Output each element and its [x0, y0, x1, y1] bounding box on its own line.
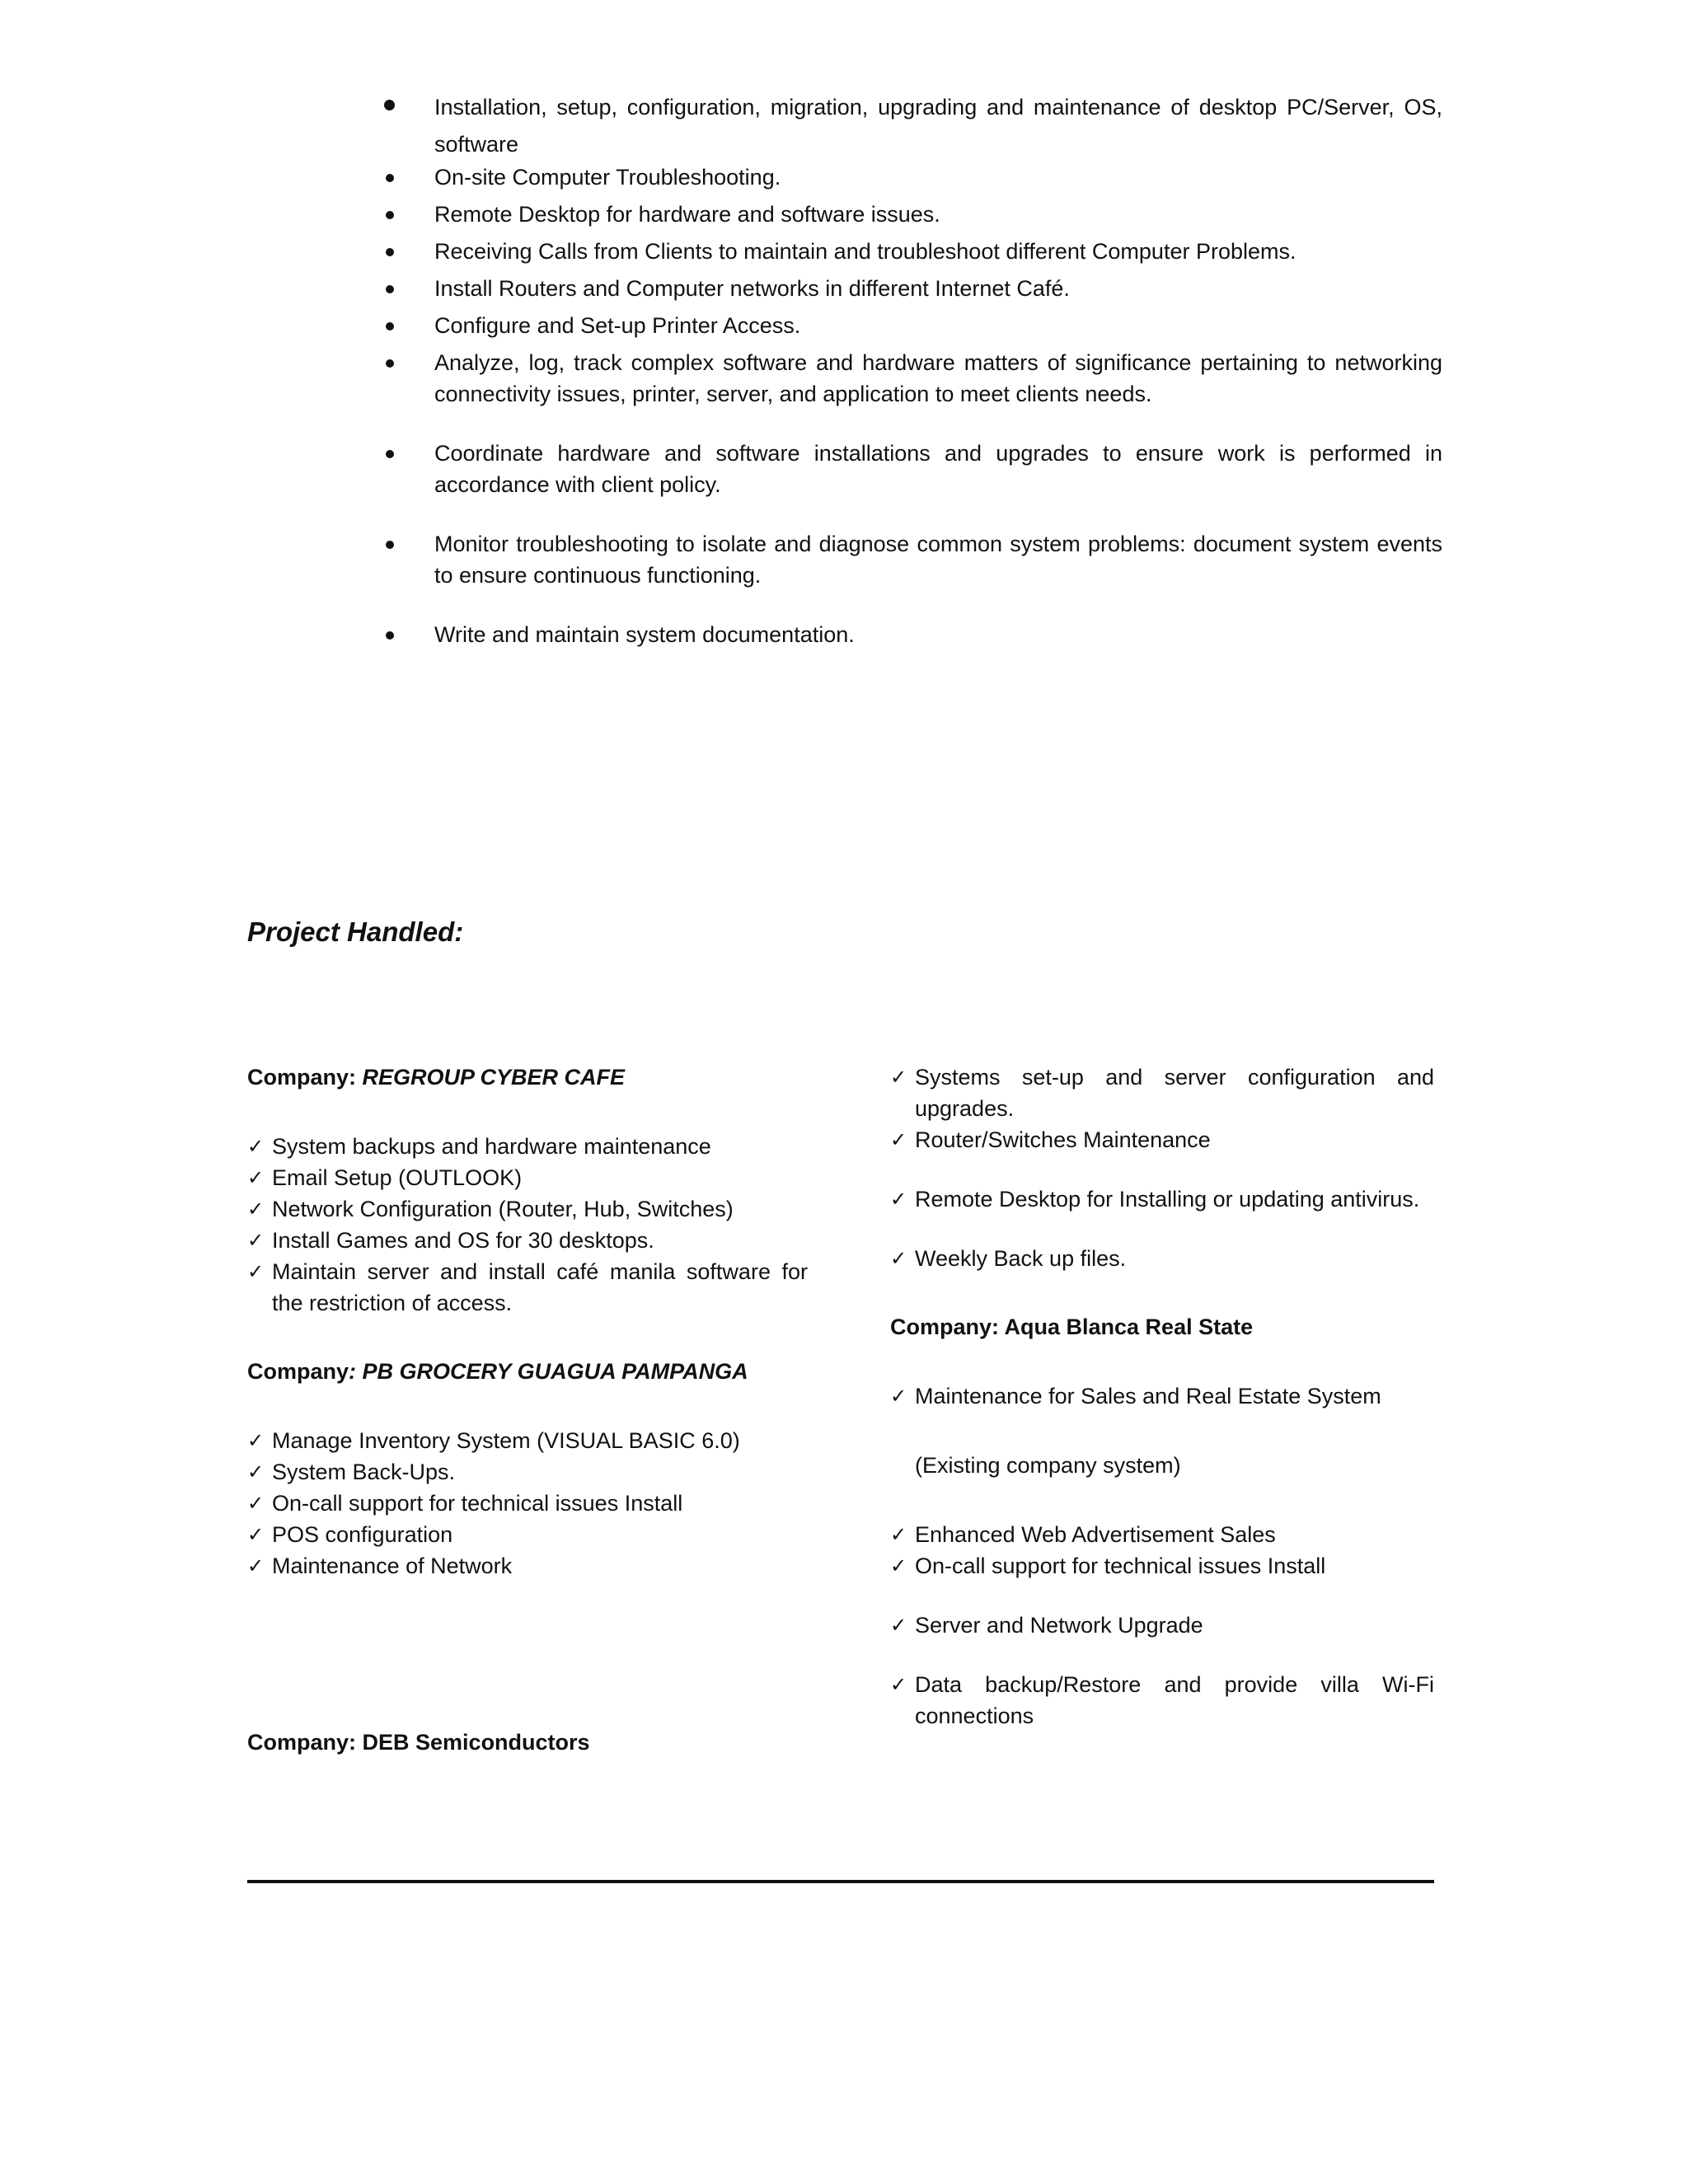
bullet-icon [386, 450, 394, 458]
company-heading: Company: PB GROCERY GUAGUA PAMPANGA [247, 1359, 748, 1384]
checkmark-icon: ✓ [890, 1385, 907, 1408]
duty-item: Monitor troubleshooting to isolate and diagnose common system problems: document system events to ensure continuous functioning. [375, 528, 1442, 591]
duty-item: Coordinate hardware and software installations and upgrades to ensure work is performed in accordance with client policy. [375, 438, 1442, 500]
task-item: ✓ Manage Inventory System (VISUAL BASIC 6.0) [247, 1425, 808, 1456]
checkmark-icon: ✓ [247, 1197, 265, 1221]
task-item: ✓ On-call support for technical issues Install [890, 1550, 1434, 1582]
checkmark-icon: ✓ [247, 1135, 265, 1158]
project-task-list [890, 1380, 1434, 1412]
task-item: ✓ Server and Network Upgrade [890, 1610, 1434, 1641]
duties-list [375, 89, 1442, 650]
duty-item: Installation, setup, configuration, migration, upgrading and maintenance of desktop PC/Server, OS, software [375, 89, 1442, 163]
checkmark-icon: ✓ [890, 1128, 907, 1151]
checkmark-icon: ✓ [890, 1673, 907, 1696]
duty-item: Remote Desktop for hardware and software issues. [375, 199, 1442, 230]
checkmark-icon: ✓ [247, 1492, 265, 1515]
bullet-icon [386, 322, 394, 330]
company-name: : PB GROCERY GUAGUA PAMPANGA [349, 1359, 748, 1384]
checkmark-icon: ✓ [890, 1066, 907, 1089]
bullet-icon [386, 174, 394, 182]
task-item: ✓ Network Configuration (Router, Hub, Switches) [247, 1193, 808, 1225]
duty-item: Receiving Calls from Clients to maintain and troubleshoot different Computer Problems. [375, 236, 1442, 267]
task-item: ✓ System Back-Ups. [247, 1456, 808, 1488]
projects-right-column [890, 1062, 1434, 1732]
checkmark-icon: ✓ [890, 1247, 907, 1270]
checkmark-icon: ✓ [247, 1166, 265, 1189]
task-item: ✓ POS configuration [247, 1519, 808, 1550]
bullet-icon [386, 285, 394, 293]
task-item: ✓ Systems set-up and server configuration and upgrades. [890, 1062, 1434, 1124]
task-note: (Existing company system) [915, 1453, 1181, 1478]
checkmark-icon: ✓ [247, 1460, 265, 1483]
checkmark-icon: ✓ [890, 1554, 907, 1577]
duty-item: Configure and Set-up Printer Access. [375, 310, 1442, 341]
checkmark-icon: ✓ [247, 1229, 265, 1252]
company-heading: Company: Aqua Blanca Real State [890, 1315, 1254, 1339]
task-item: ✓ Maintenance of Network [247, 1550, 808, 1582]
project-task-list [890, 1062, 1434, 1274]
project-task-list [890, 1519, 1434, 1732]
task-item: ✓ Remote Desktop for Installing or updating antivirus. [890, 1183, 1434, 1215]
projects-left-column [247, 1062, 808, 1758]
bullet-icon [386, 211, 394, 219]
task-item: ✓ Maintain server and install café manila software for the restriction of access. [247, 1256, 808, 1319]
project-task-list [247, 1131, 808, 1319]
checkmark-icon: ✓ [247, 1260, 265, 1283]
checkmark-icon: ✓ [247, 1554, 265, 1577]
bullet-icon [386, 541, 394, 549]
duty-item: Install Routers and Computer networks in different Internet Café. [375, 273, 1442, 304]
task-item: ✓ System backups and hardware maintenance [247, 1131, 808, 1162]
bullet-icon [386, 359, 394, 368]
project-task-list [247, 1425, 808, 1582]
checkmark-icon: ✓ [890, 1188, 907, 1211]
duty-item: On-site Computer Troubleshooting. [375, 162, 1442, 193]
duty-item: Analyze, log, track complex software and hardware matters of significance pertaining to networking connectivity issues, printer, server, and application to meet clients needs. [375, 347, 1442, 410]
task-item: ✓ Weekly Back up files. [890, 1243, 1434, 1274]
task-item: ✓ Data backup/Restore and provide villa Wi-Fi connections [890, 1669, 1434, 1732]
bullet-icon [386, 248, 394, 256]
task-item: ✓ Enhanced Web Advertisement Sales [890, 1519, 1434, 1550]
task-item: ✓ Install Games and OS for 30 desktops. [247, 1225, 808, 1256]
task-item: ✓ Email Setup (OUTLOOK) [247, 1162, 808, 1193]
bullet-icon [386, 631, 394, 640]
footer-divider [247, 1880, 1434, 1883]
task-item: ✓ Maintenance for Sales and Real Estate System [890, 1380, 1434, 1412]
company-name: REGROUP CYBER CAFE [362, 1065, 626, 1090]
checkmark-icon: ✓ [247, 1429, 265, 1452]
bullet-icon [384, 100, 395, 110]
task-item: ✓ On-call support for technical issues Install [247, 1488, 808, 1519]
checkmark-icon: ✓ [890, 1614, 907, 1637]
task-item: ✓ Router/Switches Maintenance [890, 1124, 1434, 1155]
company-heading: Company: REGROUP CYBER CAFE [247, 1065, 626, 1090]
checkmark-icon: ✓ [890, 1523, 907, 1546]
section-title: Project Handled: [247, 916, 464, 947]
company-heading: Company: DEB Semiconductors [247, 1730, 590, 1755]
checkmark-icon: ✓ [247, 1523, 265, 1546]
duty-item: Write and maintain system documentation. [375, 619, 1442, 650]
